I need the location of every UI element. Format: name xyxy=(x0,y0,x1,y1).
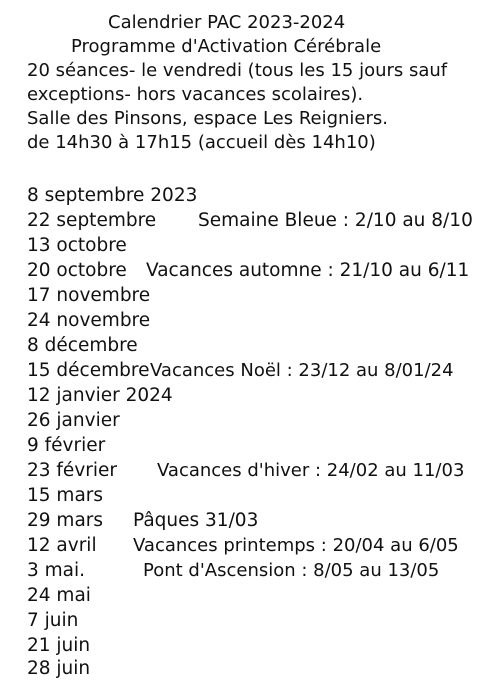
session-date: 7 juin xyxy=(27,610,79,631)
session-date: 15 mars xyxy=(27,485,104,506)
session-date: 20 octobre xyxy=(27,260,127,281)
holiday-note: Vacances printemps : 20/04 au 6/05 xyxy=(133,535,459,556)
page-subtitle: Programme d'Activation Cérébrale xyxy=(71,36,382,57)
holiday-note: Vacances Noël : 23/12 au 8/01/24 xyxy=(150,360,454,381)
session-date: 22 septembre xyxy=(27,210,157,231)
holiday-note: Semaine Bleue : 2/10 au 8/10 xyxy=(198,210,473,231)
session-date: 12 janvier 2024 xyxy=(27,385,173,406)
session-date: 8 septembre 2023 xyxy=(27,185,198,206)
session-date: 15 décembre xyxy=(27,360,150,381)
intro-line-hours: de 14h30 à 17h15 (accueil dès 14h10) xyxy=(27,132,376,153)
session-date: 17 novembre xyxy=(27,285,151,306)
session-date: 26 janvier xyxy=(27,410,120,431)
session-date: 9 février xyxy=(27,435,106,456)
intro-line-location: Salle des Pinsons, espace Les Reigniers. xyxy=(27,108,389,129)
session-date: 24 mai xyxy=(27,585,91,606)
holiday-note: Pâques 31/03 xyxy=(133,510,259,531)
session-date: 12 avril xyxy=(27,535,97,556)
session-date: 24 novembre xyxy=(27,310,151,331)
session-date: 21 juin xyxy=(27,635,91,656)
session-date: 13 octobre xyxy=(27,235,127,256)
session-date: 23 février xyxy=(27,460,117,481)
holiday-note: Vacances d'hiver : 24/02 au 11/03 xyxy=(157,460,465,481)
holiday-note: Pont d'Ascension : 8/05 au 13/05 xyxy=(143,560,440,581)
page-title: Calendrier PAC 2023-2024 xyxy=(108,12,346,33)
session-date: 29 mars xyxy=(27,510,104,531)
intro-line-sessions: 20 séances- le vendredi (tous les 15 jours sauf xyxy=(27,60,448,81)
intro-line-exceptions: exceptions- hors vacances scolaires). xyxy=(27,84,364,105)
session-date: 8 décembre xyxy=(27,335,138,356)
session-date: 3 mai. xyxy=(27,560,86,581)
session-date: 28 juin xyxy=(27,658,91,679)
holiday-note: Vacances automne : 21/10 au 6/11 xyxy=(146,260,470,281)
